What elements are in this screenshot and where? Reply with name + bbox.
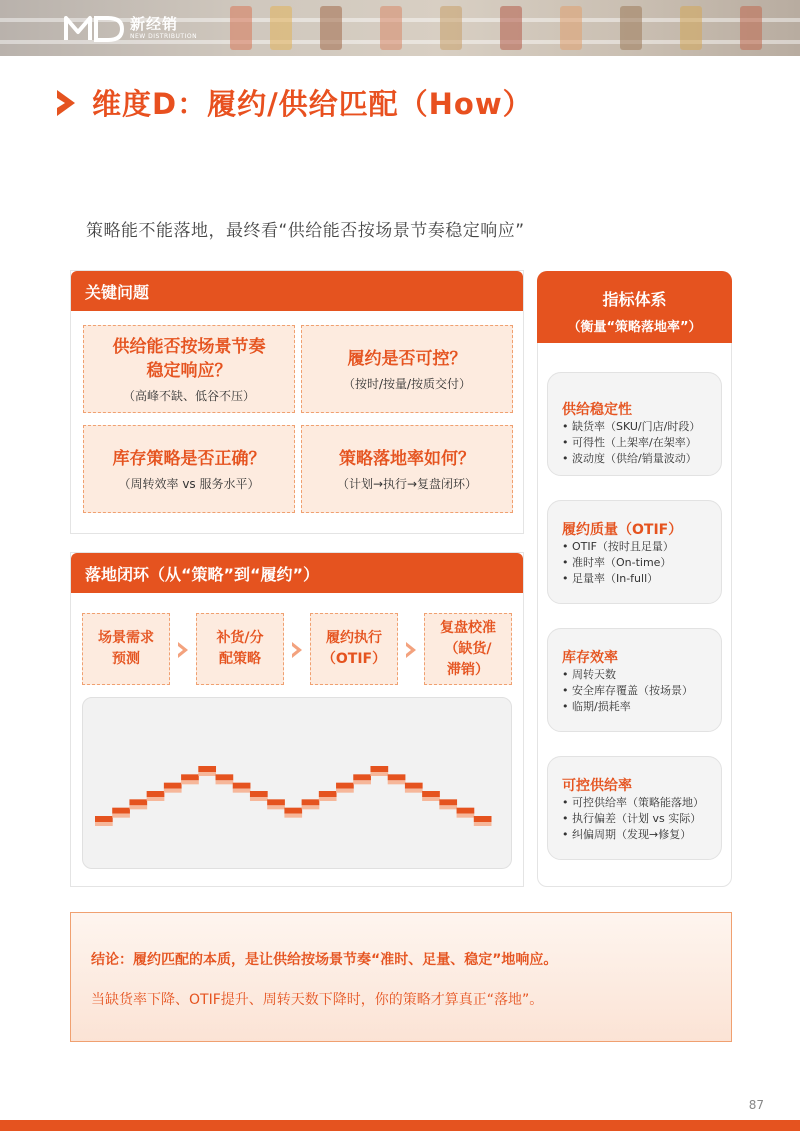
conclusion-box: [70, 912, 732, 1042]
question-note: （计划→执行→复盘闭环）: [336, 476, 478, 491]
step-line: 配策略: [219, 651, 261, 667]
trend-chart-area: [82, 697, 512, 869]
page-subtitle: 策略能不能落地，最终看“供给能否按场景节奏稳定响应”: [86, 221, 525, 241]
trend-chart: [83, 698, 513, 870]
metric-item: • 安全库存覆盖（按场景）: [562, 684, 693, 697]
trend-step-shadow: [302, 805, 320, 809]
brand-logo: [64, 14, 197, 42]
question-note: （周转效率 vs 服务水平）: [118, 476, 260, 491]
trend-step-shadow: [422, 797, 440, 801]
trend-step-shadow: [439, 805, 457, 809]
trend-step: [474, 816, 492, 822]
metric-card: [547, 628, 722, 732]
trend-step-shadow: [233, 789, 251, 793]
trend-step-shadow: [336, 789, 354, 793]
trend-step-shadow: [353, 780, 371, 784]
trend-step: [388, 774, 406, 780]
question-note: （高峰不缺、低谷不压）: [122, 388, 255, 403]
trend-step: [181, 774, 199, 780]
logo-subtitle: NEW DISTRIBUTION: [130, 32, 198, 40]
metric-item: • OTIF（按时且足量）: [562, 540, 674, 553]
metric-card: [547, 372, 722, 476]
trend-step: [422, 791, 440, 797]
logo-name: 新经销: [130, 14, 179, 33]
question-card: [301, 325, 513, 413]
metric-item: • 可得性（上架率/在架率）: [562, 436, 697, 449]
metric-title: 履约质量（OTIF）: [562, 522, 683, 538]
metric-item: • 足量率（In-full）: [562, 572, 659, 585]
title-row: [54, 82, 533, 123]
page-title: 维度D：履约/供给匹配（How）: [92, 87, 533, 121]
loop-header: 落地闭环（从“策略”到“履约”）: [71, 553, 523, 593]
trend-step-shadow: [474, 822, 492, 826]
metric-title: 可控供给率: [562, 778, 632, 794]
question-title: 履约是否可控？: [347, 348, 467, 369]
trend-step-shadow: [457, 814, 475, 818]
question-card: [83, 325, 295, 413]
metric-card: [547, 500, 722, 604]
trend-step: [95, 816, 113, 822]
step-line: 场景需求: [98, 630, 154, 646]
question-card: [301, 425, 513, 513]
trend-step-shadow: [95, 822, 113, 826]
trend-step-shadow: [112, 814, 130, 818]
metric-title: 供给稳定性: [562, 402, 632, 418]
trend-step: [302, 799, 320, 805]
metric-item: • 可控供给率（策略能落地）: [562, 796, 704, 809]
trend-step-shadow: [284, 814, 302, 818]
trend-step-shadow: [129, 805, 147, 809]
metric-item: • 执行偏差（计划 vs 实际）: [562, 812, 702, 825]
trend-step-shadow: [147, 797, 165, 801]
trend-step-shadow: [198, 772, 216, 776]
conclusion-statement: 结论：履约匹配的本质，是让供给按场景节奏“准时、足量、稳定”地响应。: [91, 952, 558, 968]
key-questions-header: 关键问题: [71, 271, 523, 311]
header-banner: [0, 0, 800, 56]
metric-item: • 准时率（On-time）: [562, 556, 672, 569]
trend-step: [129, 799, 147, 805]
question-title: 供给能否按场景节奏: [112, 336, 266, 357]
question-card: [83, 425, 295, 513]
trend-step-shadow: [181, 780, 199, 784]
question-note: （按时/按量/按质交付）: [342, 376, 472, 391]
trend-step: [353, 774, 371, 780]
step-line: 滞销）: [447, 661, 489, 678]
footer-bar: [0, 1120, 800, 1131]
trend-step-shadow: [164, 789, 182, 793]
metric-item: • 周转天数: [562, 668, 616, 681]
metric-card: [547, 756, 722, 860]
trend-step: [216, 774, 234, 780]
loop-step: [424, 613, 512, 685]
chevron-right-icon: [175, 640, 191, 660]
metric-item: • 纠偏周期（发现→修复）: [562, 828, 692, 841]
conclusion-detail: 当缺货率下降、OTIF提升、周转天数下降时，你的策略才算真正“落地”。: [91, 992, 544, 1008]
trend-step-shadow: [319, 797, 337, 801]
trend-step-shadow: [216, 780, 234, 784]
loop-step: [310, 613, 398, 685]
metric-item: • 临期/损耗率: [562, 700, 631, 713]
trend-step: [112, 808, 130, 814]
metric-title: 库存效率: [562, 650, 618, 666]
metric-item: • 缺货率（SKU/门店/时段）: [562, 420, 701, 433]
trend-step: [198, 766, 216, 772]
trend-step-shadow: [388, 780, 406, 784]
trend-step-shadow: [267, 805, 285, 809]
trend-step: [164, 783, 182, 789]
trend-step-shadow: [250, 797, 268, 801]
trend-step: [233, 783, 251, 789]
trend-step: [457, 808, 475, 814]
metrics-header: [537, 271, 732, 343]
step-line: 复盘校准: [440, 619, 496, 636]
step-line: 补货/分: [216, 630, 264, 646]
chevron-right-icon: [403, 640, 419, 660]
trend-step: [284, 808, 302, 814]
question-title-cont: 稳定响应？: [146, 360, 232, 381]
key-questions-panel: [70, 270, 524, 534]
trend-step: [267, 799, 285, 805]
chevron-right-icon: [289, 640, 305, 660]
trend-step: [336, 783, 354, 789]
trend-step: [319, 791, 337, 797]
metrics-subtitle: （衡量“策略落地率”）: [567, 320, 702, 335]
metric-item: • 波动度（供给/销量波动）: [562, 452, 697, 465]
trend-step: [439, 799, 457, 805]
page-number: 87: [748, 1098, 764, 1112]
trend-step: [250, 791, 268, 797]
metrics-title: 指标体系: [602, 290, 667, 309]
trend-step: [147, 791, 165, 797]
question-title: 策略落地率如何？: [339, 448, 475, 469]
loop-step: [196, 613, 284, 685]
step-line: （OTIF）: [321, 651, 387, 667]
logo-mark-icon: [64, 14, 124, 42]
question-title: 库存策略是否正确？: [112, 448, 266, 469]
loop-step: [82, 613, 170, 685]
trend-step-shadow: [370, 772, 388, 776]
trend-step: [405, 783, 423, 789]
step-line: （缺货/: [444, 640, 492, 657]
step-line: 预测: [112, 651, 140, 667]
chevron-right-icon: [54, 88, 78, 118]
trend-step-shadow: [405, 789, 423, 793]
step-line: 履约执行: [325, 630, 382, 646]
trend-step: [370, 766, 388, 772]
